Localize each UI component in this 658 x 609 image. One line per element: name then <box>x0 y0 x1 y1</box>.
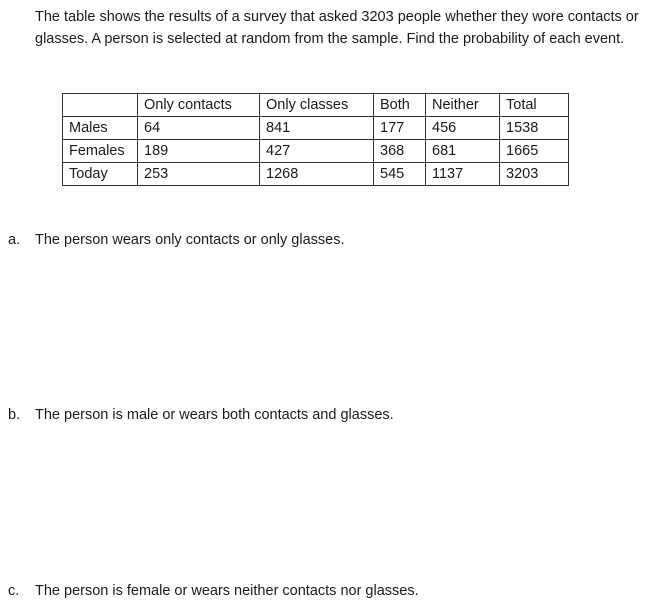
row-label: Today <box>63 163 138 186</box>
table-header-cell: Only classes <box>260 94 374 117</box>
table-header-cell: Neither <box>426 94 500 117</box>
table-cell: 1137 <box>426 163 500 186</box>
survey-table <box>62 93 569 186</box>
table-header-row <box>63 94 569 117</box>
table-cell: 1665 <box>500 140 569 163</box>
question-text: The person wears only contacts or only glasses. <box>35 232 345 248</box>
problem-statement: The table shows the results of a survey that asked 3203 people whether they wore contacts or glasses. A person is selected at random from the sample. Find the probability of each event. <box>35 9 639 47</box>
table-cell: 545 <box>374 163 426 186</box>
table-header-cell <box>63 94 138 117</box>
table-cell: 427 <box>260 140 374 163</box>
table-cell: 177 <box>374 117 426 140</box>
table-cell: 456 <box>426 117 500 140</box>
table-row <box>63 140 569 163</box>
table-cell: 64 <box>138 117 260 140</box>
question-a <box>8 230 344 250</box>
table-header-cell: Both <box>374 94 426 117</box>
table-cell: 253 <box>138 163 260 186</box>
table-cell: 368 <box>374 140 426 163</box>
question-b <box>8 405 394 425</box>
table-cell: 1268 <box>260 163 374 186</box>
table-cell: 681 <box>426 140 500 163</box>
table-cell: 841 <box>260 117 374 140</box>
question-letter: b. <box>8 407 21 423</box>
question-text: The person is male or wears both contacts and glasses. <box>35 407 394 423</box>
row-label: Males <box>63 117 138 140</box>
table-cell: 189 <box>138 140 260 163</box>
table-cell: 1538 <box>500 117 569 140</box>
question-letter: c. <box>8 583 20 599</box>
table-header-cell: Total <box>500 94 569 117</box>
row-label: Females <box>63 140 138 163</box>
table-cell: 3203 <box>500 163 569 186</box>
table-row <box>63 117 569 140</box>
table-row <box>63 163 569 186</box>
question-c <box>8 581 419 601</box>
question-letter: a. <box>8 232 21 248</box>
table-header-cell: Only contacts <box>138 94 260 117</box>
question-text: The person is female or wears neither contacts nor glasses. <box>35 583 419 599</box>
